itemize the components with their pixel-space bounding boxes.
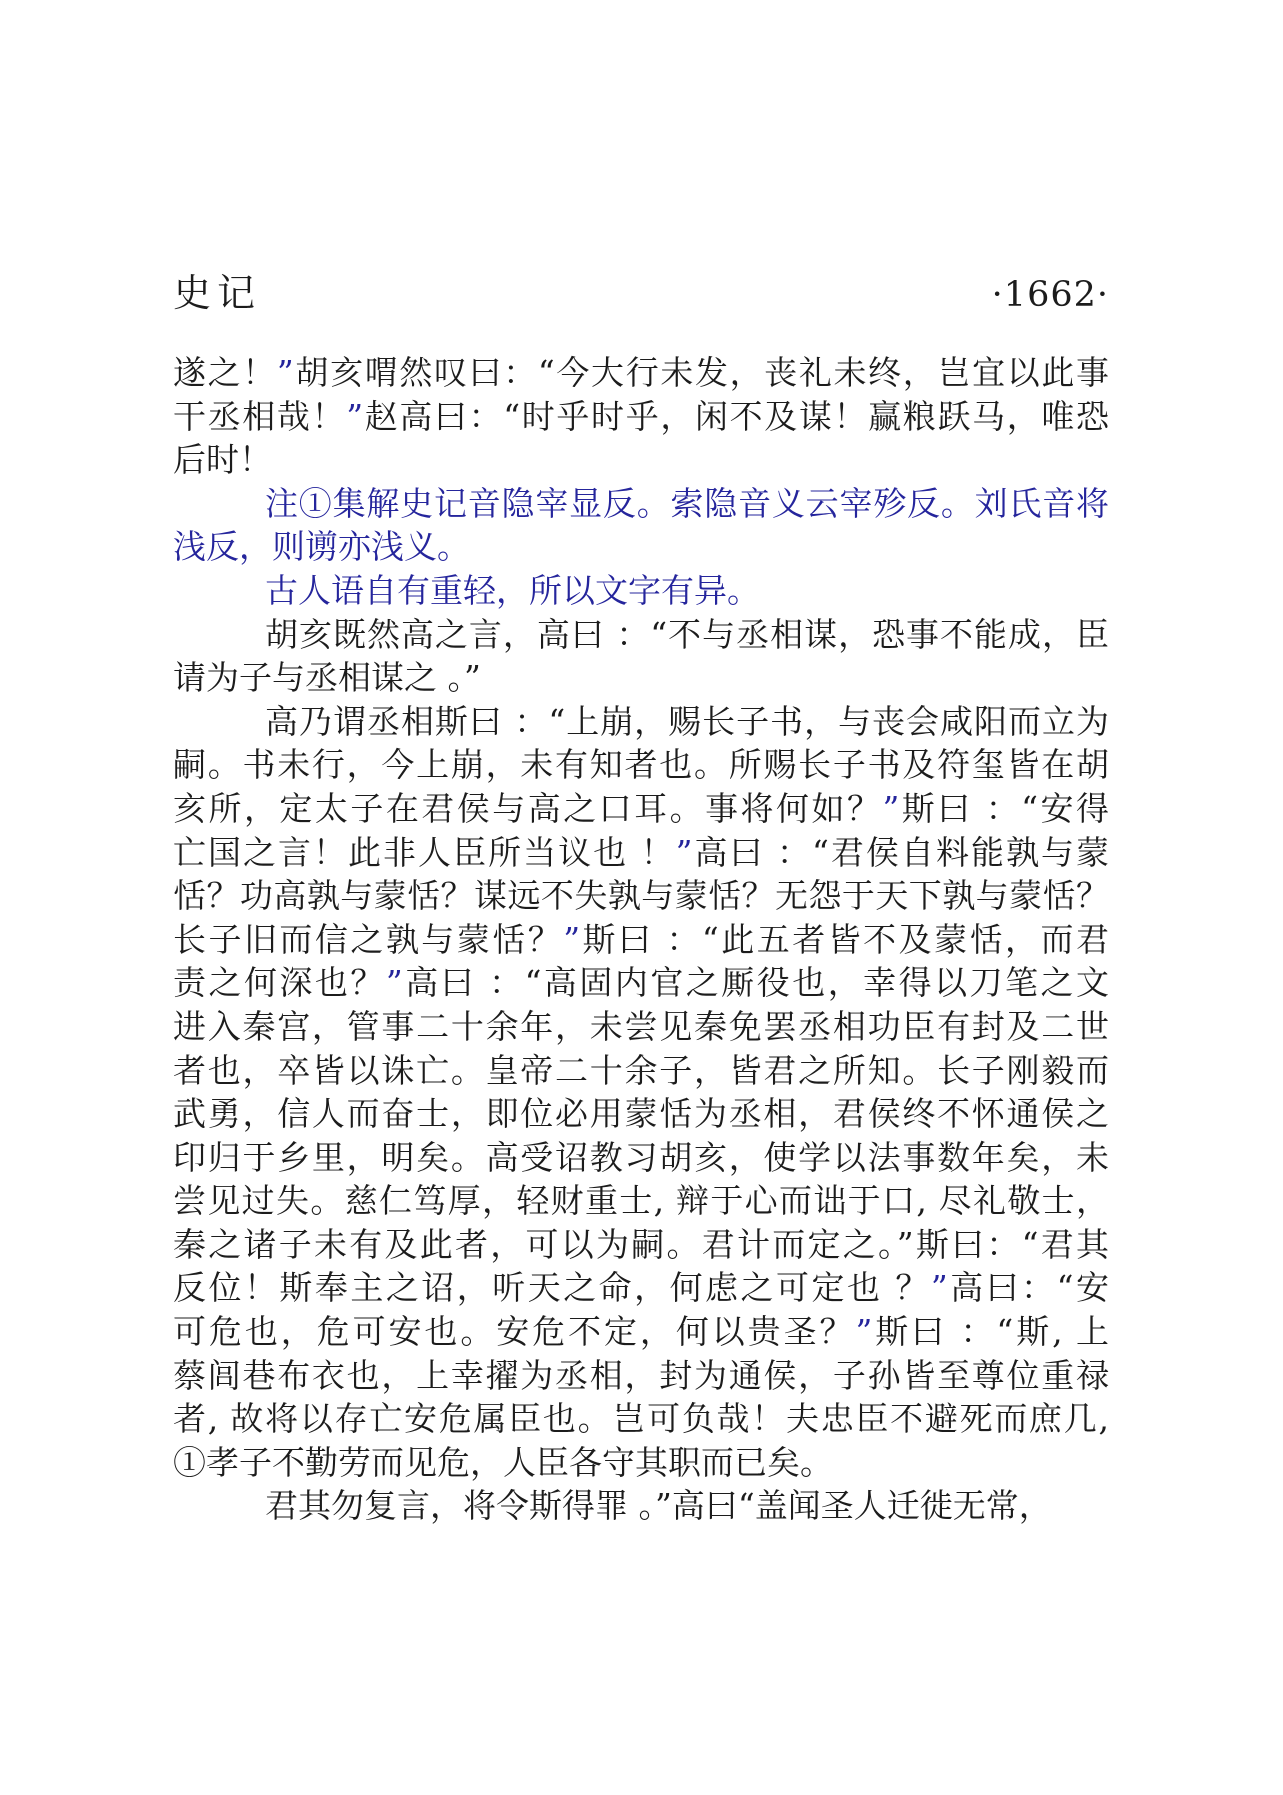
text-line — [173, 787, 1109, 831]
body-text-segment: 胡亥既然高之言，高曰 ：“不与丞相谋，恐事不能成，臣 — [265, 614, 1109, 654]
body-text-segment: 进入秦宫，管事二十余年，未尝见秦免罢丞相功臣有封及二世 — [173, 1006, 1109, 1046]
annotation-text: ” — [882, 788, 900, 828]
body-text-segment: 印归于乡里，明矣。高受诏教习胡亥，使学以法事数年矣，未 — [173, 1137, 1109, 1177]
annotation-text: ” — [563, 919, 581, 959]
text-line — [173, 1441, 1109, 1485]
text-line — [173, 613, 1109, 657]
body-text-segment: 高乃谓丞相斯曰 ：“上崩，赐长子书，与丧会咸阳而立为 — [265, 701, 1109, 741]
body-text-segment: 斯曰 ：“斯, 上 — [872, 1312, 1110, 1352]
text-line — [173, 1397, 1109, 1441]
text-line — [173, 656, 1109, 700]
text-line — [173, 1223, 1109, 1267]
page-number: ·1662· — [991, 275, 1109, 315]
body-text-segment: 秦之诸子未有及此者，可以为嗣。君计而定之。”斯曰：“君其 — [173, 1224, 1109, 1264]
text-line — [173, 1266, 1109, 1310]
text-line — [173, 525, 1109, 569]
book-title: 史记 — [173, 271, 262, 315]
annotation-text: ” — [276, 353, 294, 392]
annotation-text: 浅反，则谫亦浅义。 — [173, 527, 470, 567]
text-line — [173, 1484, 1109, 1528]
text-line — [173, 1354, 1109, 1398]
annotation-text: ” — [855, 1312, 873, 1352]
annotation-text: ” — [675, 832, 693, 872]
body-text-segment: 武勇，信人而奋士，即位必用蒙恬为丞相，君侯终不怀通侯之 — [173, 1094, 1109, 1134]
body-text-segment: 斯曰 ：“此五者皆不及蒙恬，而君 — [580, 919, 1109, 959]
body-text-segment: 可危也，危可安也。安危不定，何以贵圣？ — [173, 1312, 856, 1352]
body-text-segment: 君其勿复言，将令斯得罪 。”高曰“盖闻圣人迁徙无常， — [265, 1486, 1052, 1526]
text-line — [173, 1005, 1109, 1049]
body-text-segment: 嗣。书未行，今上崩，未有知者也。所赐长子书及符玺皆在胡 — [173, 745, 1109, 785]
annotation-text: 古人语自有重轻，所以文字有异。 — [265, 570, 760, 610]
body-text-segment: 责之何深也？ — [173, 963, 386, 1003]
body-text-segment: 请为子与丞相谋之 。” — [173, 658, 481, 698]
body-text-segment: 斯曰 ：“安得 — [899, 788, 1109, 828]
body-text-segment: 者也，卒皆以诛亡。皇帝二十余子，皆君之所知。长子刚毅而 — [173, 1050, 1109, 1090]
body-text-segment: ①孝子不勤劳而见危，人臣各守其职而已矣。 — [173, 1442, 833, 1482]
body-text-segment: 者, 故将以存亡安危属臣也。岂可负哉！夫忠臣不避死而庶几, — [173, 1399, 1109, 1439]
body-text-segment: 高曰 ：“君侯自料能孰与蒙 — [692, 832, 1109, 872]
text-line — [173, 1310, 1109, 1354]
body-text-segment: 亡国之言！此非人臣所当议也 ！ — [173, 832, 676, 872]
body-text-segment: 赵高曰：“时乎时乎，闲不及谋！赢粮跃马，唯恐 — [363, 396, 1110, 436]
text-line — [173, 1179, 1109, 1223]
text-line — [173, 438, 1109, 482]
text-line — [173, 743, 1109, 787]
body-text-segment: 蔡闾巷布衣也，上幸擢为丞相，封为通侯，子孙皆至尊位重禄 — [173, 1355, 1109, 1395]
annotation-text: 注①集解史记音隐宰显反。索隐音义云宰殄反。刘氏音将 — [265, 483, 1109, 523]
body-text-segment: 遂之！ — [173, 353, 277, 392]
text-line — [173, 482, 1109, 526]
page-header — [173, 262, 1109, 317]
text-line — [173, 569, 1109, 613]
text-line — [173, 1136, 1109, 1180]
body-text-segment: 长子旧而信之孰与蒙恬？ — [173, 919, 564, 959]
annotation-text: ” — [930, 1268, 948, 1308]
body-text-segment: 后时！ — [173, 440, 272, 480]
text-line — [173, 395, 1109, 439]
text-line — [173, 918, 1109, 962]
body-text-segment: 干丞相哉！ — [173, 396, 347, 436]
text-line — [173, 700, 1109, 744]
body-text-segment: 亥所，定太子在君侯与高之口耳。事将何如？ — [173, 788, 883, 828]
text-line — [173, 1092, 1109, 1136]
annotation-text: ” — [385, 963, 403, 1003]
body-text — [173, 351, 1109, 1528]
body-text-segment: 尝见过失。慈仁笃厚，轻财重士, 辩于心而诎于口, 尽礼敬士， — [173, 1181, 1109, 1221]
text-line — [173, 1049, 1109, 1093]
body-text-segment: 高曰：“安 — [947, 1268, 1109, 1308]
body-text-segment: 恬？功高孰与蒙恬？谋远不失孰与蒙恬？无怨于天下孰与蒙恬？ — [173, 876, 1109, 916]
text-line — [173, 874, 1109, 918]
annotation-text: ” — [346, 396, 364, 436]
text-line — [173, 961, 1109, 1005]
text-line — [173, 351, 1109, 395]
body-text-segment: 反位！斯奉主之诏，听天之命，何虑之可定也 ？ — [173, 1268, 931, 1308]
body-text-segment: 高曰 ：“高固内官之厮役也，幸得以刀笔之文 — [402, 963, 1109, 1003]
body-text-segment: 胡亥喟然叹曰：“今大行未发，丧礼未终，岂宜以此事 — [293, 353, 1110, 392]
text-line — [173, 831, 1109, 875]
